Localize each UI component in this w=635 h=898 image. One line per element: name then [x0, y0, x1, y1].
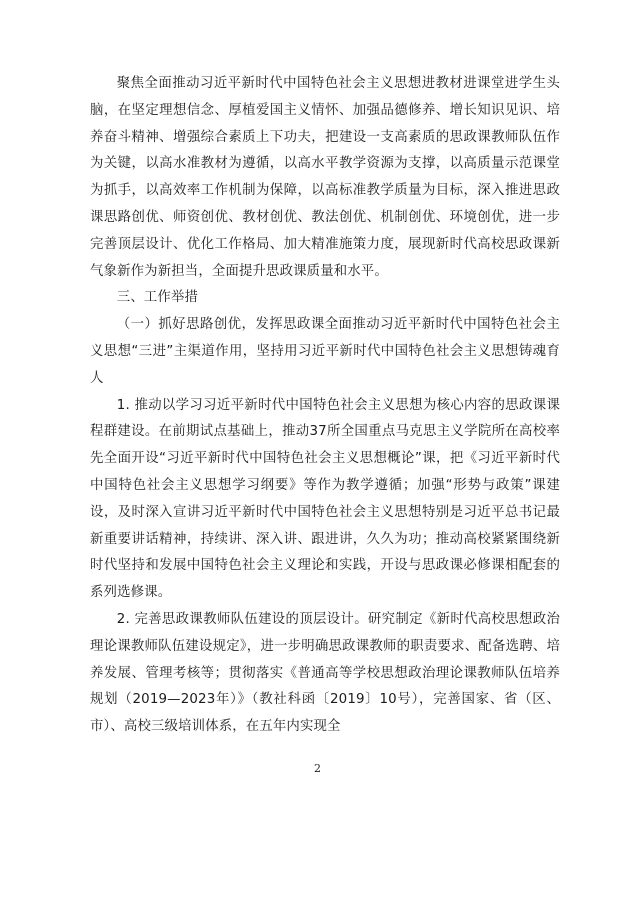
subsection-heading-thinking: （一）抓好思路创优，发挥思政课全面推动习近平新时代中国特色社会主义思想“三进”主渠道作用，坚持用习近平新时代中国特色社会主义思想铸魂育人	[90, 317, 560, 386]
paragraph-item-2: 2. 完善思政课教师队伍建设的顶层设计。研究制定《新时代高校思想政治理论课教师队伍建设规定》，进一步明确思政课教师的职责要求、配备选聘、培养发展、管理考核等；贯彻落实《普通高等学校思想政治理论课教师队伍培养规划（2019—2023年）》（教社科函〔2019〕10号），完善国家、省（区、市）、高校三级培训体系，在五年内实现全	[90, 611, 560, 735]
section-heading-work-measures: 三、工作举措	[116, 290, 199, 306]
paragraph-item-1: 1. 推动以学习习近平新时代中国特色社会主义思想为核心内容的思政课课程群建设。在前期试点基础上，推动37所全国重点马克思主义学院所在高校率先全面开设“习近平新时代中国特色社会主义思想概论”课，把《习近平新时代中国特色社会主义思想学习纲要》等作为教学遵循；加强“形势与政策”课建设，及时深入宣讲习近平新时代中国特色社会主义思想特别是习近平总书记最新重要讲话精神，持续讲、深入讲、跟进讲，久久为功；推动高校紧紧围绕新时代坚持和发展中国特色社会主义理论和实践，开设与思政课必修课相配套的系列选修课。	[90, 397, 560, 601]
paragraph-goal: 聚焦全面推动习近平新时代中国特色社会主义思想进教材进课堂进学生头脑，在坚定理想信念、厚植爱国主义情怀、加强品德修养、增长知识见识、培养奋斗精神、增强综合素质上下功夫，把建设一支高素质的思政课教师队伍作为关键，以高水准教材为遵循，以高水平教学资源为支撑，以高质量示范课堂为抓手，以高效率工作机制为保障，以高标准教学质量为目标，深入推进思政课思路创优、师资创优、教材创优、教法创优、机制创优、环境创优，进一步完善顶层设计、优化工作格局、加大精准施策力度，展现新时代高校思政课新气象新作为新担当，全面提升思政课质量和水平。	[90, 76, 560, 279]
page-number: 2	[314, 762, 321, 775]
document-body	[90, 71, 560, 741]
